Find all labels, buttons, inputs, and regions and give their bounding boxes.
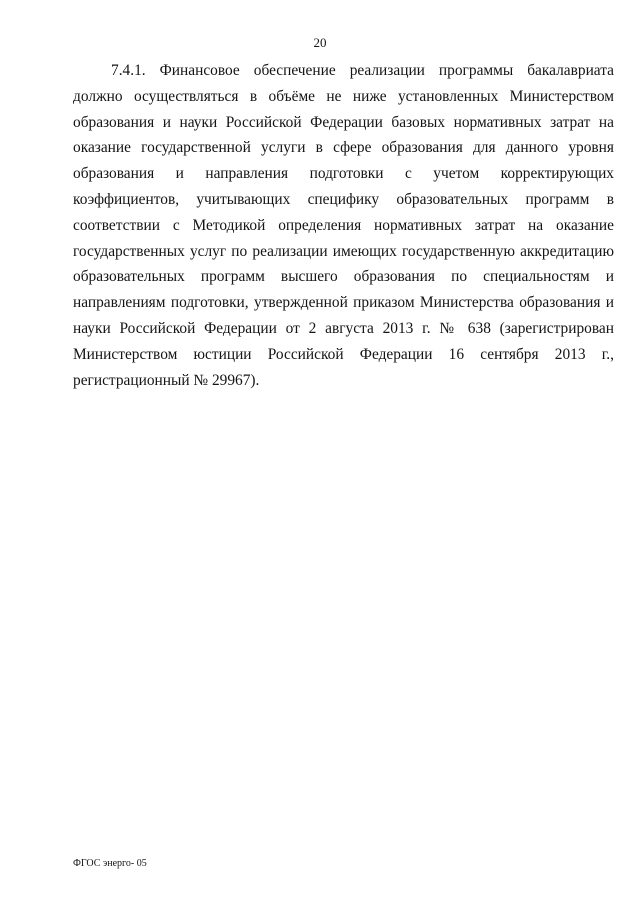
paragraph-7-4-1: 7.4.1. Финансовое обеспечение реализации программы бакалавриата должно осуществляться в объёме не ниже установленных Министерством образования и науки Российской Федерации базовых нормативных затрат на оказание государственной услуги в сфере образования для данного уровня образования и направления подготовки с учетом корректирующих коэффициентов, учитывающих специфику образовательных программ в соответствии с Методикой определения нормативных затрат на оказание государственных услуг по реализации имеющих государственную аккредитацию образовательных программ высшего образования по специальностям и направлениям подготовки, утвержденной приказом Министерства образования и науки Российской Федерации от 2 августа 2013 г. № 638 (зарегистрирован Министерством юстиции Российской Федерации 16 сентября 2013 г., регистрационный № 29967). <box>73 62 614 389</box>
footer-label: ФГОС энерго- 05 <box>73 858 147 869</box>
page-number: 20 <box>313 35 327 50</box>
